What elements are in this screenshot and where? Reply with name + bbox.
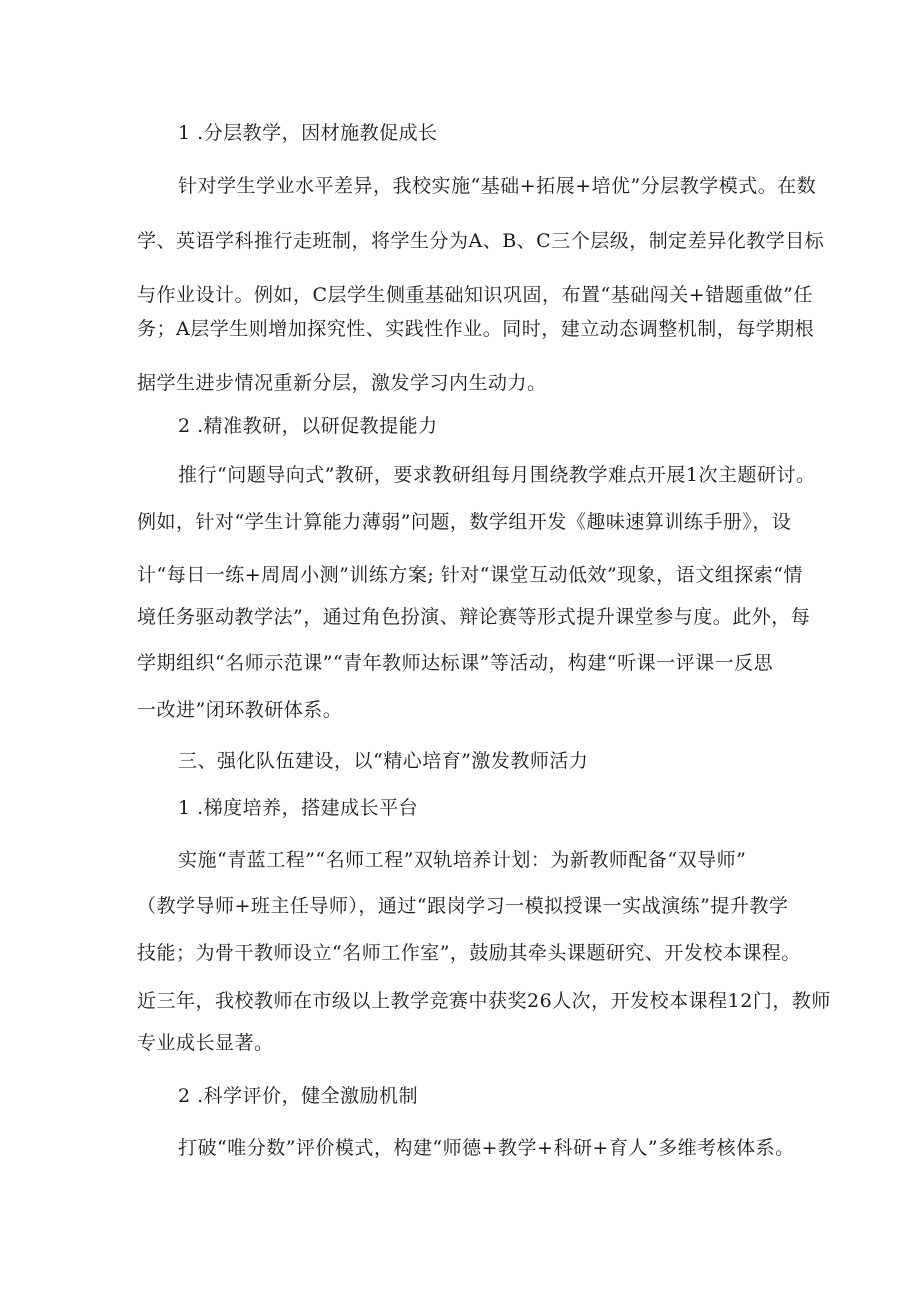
paragraph-line: 技能；为骨干教师设立“名师工作室”，鼓励其牵头课题研究、开发校本课程。: [137, 942, 801, 964]
paragraph-line: 境任务驱动教学法”，通过角色扮演、辩论赛等形式提升课堂参与度。此外，每: [137, 606, 811, 628]
paragraph-line: 与作业设计。例如，C层学生侧重基础知识巩固，布置“基础闯关+错题重做”任: [137, 284, 813, 306]
subsection-heading: 1 .分层教学，因材施教促成长: [178, 122, 438, 144]
paragraph-line: （教学导师+班主任导师），通过“跟岗学习一模拟授课一实战演练”提升教学: [137, 895, 789, 917]
paragraph-line: 据学生进步情况重新分层，激发学习内生动力。: [137, 372, 547, 394]
subsection-heading: 1 .梯度培养，搭建成长平台: [178, 797, 419, 819]
paragraph-line: 实施“青蓝工程”“名师工程”双轨培养计划：为新教师配备“双导师”: [178, 849, 747, 871]
paragraph-line: 一改进”闭环教研体系。: [137, 699, 343, 721]
subsection-heading: 2 .精准教研，以研促教提能力: [178, 415, 438, 437]
paragraph-line: 针对学生学业水平差异，我校实施“基础+拓展+培优”分层教学模式。在数: [178, 175, 817, 197]
paragraph-line: 例如，针对“学生计算能力薄弱”问题，数学组开发《趣味速算训练手册》，设: [137, 511, 792, 533]
paragraph-line: 学期组织“名师示范课”“青年教师达标课”等活动，构建“听课一评课一反思: [137, 652, 774, 674]
paragraph-line: 务；A层学生则增加探究性、实践性作业。同时，建立动态调整机制，每学期根: [137, 318, 815, 340]
paragraph-line: 近三年，我校教师在市级以上教学竞赛中获奖26人次，开发校本课程12门，教师: [137, 990, 831, 1012]
subsection-heading: 2 .科学评价，健全激励机制: [178, 1085, 419, 1107]
paragraph-line: 专业成长显著。: [137, 1032, 274, 1054]
section-heading: 三、强化队伍建设，以“精心培育”激发教师活力: [178, 750, 589, 772]
paragraph-line: 推行“问题导向式”教研，要求教研组每月围绕教学难点开展1次主题研讨。: [178, 464, 816, 486]
paragraph-line: 打破“唯分数”评价模式，构建“师德+教学+科研+育人”多维考核体系。: [178, 1137, 795, 1159]
paragraph-line: 学、英语学科推行走班制，将学生分为A、B、C三个层级，制定差异化教学目标: [137, 230, 825, 252]
paragraph-line: 计“每日一练+周周小测”训练方案; 针对“课堂互动低效”现象，语文组探索“情: [137, 564, 803, 586]
